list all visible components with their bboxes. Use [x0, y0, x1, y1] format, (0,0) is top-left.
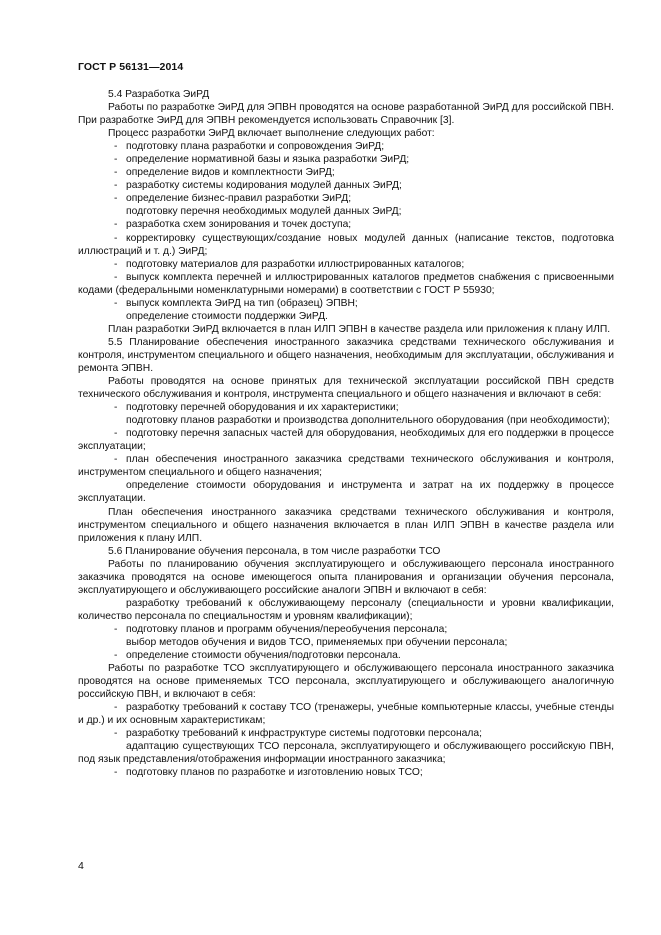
paragraph-text: разработку системы кодирования модулей данных ЭиРД;	[126, 180, 402, 192]
list-item	[78, 597, 614, 623]
list-item	[78, 727, 614, 740]
list-item	[78, 623, 614, 636]
paragraph-text: выпуск комплекта ЭиРД на тип (образец) ЭПВН;	[126, 297, 358, 309]
list-item	[78, 153, 614, 166]
list-item	[78, 297, 614, 310]
paragraph-text: 5.5 Планирование обеспечения иностранного заказчика средствами технического обслуживания и контроля, инструментом специального и общего назначения, необходимым для эксплуатации, обслуживания и ремонта ЭПВН.	[78, 336, 614, 374]
list-marker: -	[114, 702, 118, 714]
paragraph-text: разработку требований к составу ТСО (тренажеры, учебные компьютерные классы, учебные стенды и др.) и их основным характеристикам;	[78, 702, 614, 727]
paragraph-text: Работы по разработке ТСО эксплуатирующего и обслуживающего персонала иностранного заказчика проводятся на основе применяемых ТСО персонала, эксплуатирующего и обслуживающего аналогичную российскую ПВН, и включают в себя:	[78, 663, 614, 701]
list-item	[78, 649, 614, 662]
paragraph	[78, 101, 614, 127]
paragraph-text: Процесс разработки ЭиРД включает выполнение следующих работ:	[108, 128, 435, 140]
paragraph-text: подготовку перечня необходимых модулей данных ЭиРД;	[126, 206, 402, 218]
list-item	[78, 179, 614, 192]
list-item	[78, 258, 614, 271]
paragraph-text: выбор методов обучения и видов ТСО, применяемых при обучении персонала;	[126, 636, 508, 648]
list-item	[78, 166, 614, 179]
paragraph-text: Работы по планированию обучения эксплуатирующего и обслуживающего персонала иностранного заказчика проводятся на основе имеющегося опыта планирования и организации обучения персонала, эксплуатирующего и обслуживающего российские аналоги ЭПВН и включают в себя:	[78, 558, 614, 596]
list-item	[78, 218, 614, 231]
paragraph	[78, 545, 614, 558]
paragraph-text: определение нормативной базы и языка разработки ЭиРД;	[126, 154, 410, 166]
paragraph-text: План обеспечения иностранного заказчика средствами технического обслуживания и контроля, инструментом специального и общего назначения включается в план ИЛП ЭПВН в качестве раздела или приложения к плану ИЛП.	[78, 506, 614, 544]
list-marker: -	[114, 141, 118, 153]
list-marker: -	[114, 454, 118, 466]
list-marker: -	[114, 623, 118, 635]
list-item	[78, 479, 614, 505]
list-marker: -	[114, 193, 118, 205]
list-item	[78, 766, 614, 779]
list-item	[78, 701, 614, 727]
paragraph-text: определение стоимости оборудования и инструмента и затрат на их поддержку в процессе эксплуатации.	[78, 480, 614, 505]
list-marker: -	[114, 232, 118, 244]
list-item	[78, 205, 614, 218]
list-item	[78, 427, 614, 453]
paragraph-text: определение бизнес-правил разработки ЭиРД;	[126, 193, 352, 205]
paragraph	[78, 506, 614, 545]
list-item	[78, 271, 614, 297]
paragraph-text: определение стоимости поддержки ЭиРД.	[126, 310, 328, 322]
paragraph	[78, 88, 614, 101]
list-marker: -	[114, 219, 118, 231]
paragraph-text: 5.4 Разработка ЭиРД	[108, 89, 210, 100]
list-marker: -	[114, 180, 118, 192]
list-marker: -	[114, 728, 118, 740]
paragraph-text: корректировку существующих/создание новых модулей данных (написание текстов, подготовка иллюстраций и т. д.) ЭиРД;	[78, 232, 614, 257]
list-item	[78, 453, 614, 479]
paragraph-text: подготовку перечней оборудования и их характеристики;	[126, 402, 399, 414]
list-marker: -	[114, 650, 118, 662]
list-item	[78, 310, 614, 323]
list-item	[78, 192, 614, 205]
paragraph-text: Работы по разработке ЭиРД для ЭПВН проводятся на основе разработанной ЭиРД для российской ПВН. При разработке ЭиРД для ЭПВН рекомендуется использовать Справочник [3].	[78, 102, 614, 127]
paragraph-text: 5.6 Планирование обучения персонала, в том числе разработки ТСО	[108, 545, 441, 557]
paragraph-text: адаптацию существующих ТСО персонала, эксплуатирующего и обслуживающего российскую ПВН, под язык представления/отображения информации иностранного заказчика;	[78, 741, 614, 766]
list-marker: -	[114, 271, 118, 283]
list-item	[78, 401, 614, 414]
paragraph-text: Работы проводятся на основе принятых для технической эксплуатации российской ПВН средств технического обслуживания и контроля, инструмента специального и общего назначения и включают в себя:	[78, 376, 614, 401]
paragraph-text: выпуск комплекта перечней и иллюстрированных каталогов предметов снабжения с присвоенными кодами (федеральными номенклатурными номерами) в соответствии с ГОСТ Р 55930;	[78, 271, 614, 296]
list-item	[78, 140, 614, 153]
page-number: 4	[78, 860, 84, 872]
list-marker: -	[114, 428, 118, 440]
paragraph-text: План разработки ЭиРД включается в план ИЛП ЭПВН в качестве раздела или приложения к плану ИЛП.	[108, 323, 611, 335]
paragraph-text: план обеспечения иностранного заказчика средствами технического обслуживания и контроля, инструментом специального и общего назначения;	[78, 454, 614, 479]
list-marker: -	[114, 767, 118, 779]
paragraph-text: подготовку перечня запасных частей для оборудования, необходимых для его поддержки в процессе эксплуатации;	[78, 428, 614, 453]
paragraph	[78, 127, 614, 140]
paragraph-text: разработку требований к инфраструктуре системы подготовки персонала;	[126, 728, 482, 740]
list-marker: -	[114, 154, 118, 166]
paragraph-text: подготовку материалов для разработки иллюстрированных каталогов;	[126, 258, 465, 270]
paragraph-text: подготовку планов и программ обучения/переобучения персонала;	[126, 623, 448, 635]
paragraph-text: подготовку плана разработки и сопровождения ЭиРД;	[126, 141, 385, 153]
paragraph	[78, 375, 614, 401]
list-marker: -	[114, 297, 118, 309]
document-body	[78, 88, 614, 779]
list-item	[78, 636, 614, 649]
paragraph-text: подготовку планов по разработке и изготовлению новых ТСО;	[126, 767, 423, 779]
list-item	[78, 414, 614, 427]
list-marker: -	[114, 402, 118, 414]
paragraph	[78, 323, 614, 336]
document-header: ГОСТ Р 56131—2014	[78, 61, 184, 73]
paragraph-text: подготовку планов разработки и производства дополнительного оборудования (при необходимости);	[126, 415, 610, 427]
list-marker: -	[114, 167, 118, 179]
paragraph-text: разработку требований к обслуживающему персоналу (специальности и уровни квалификации, количество персонала по специальностям и уровням квалификации);	[78, 597, 614, 622]
list-marker: -	[114, 258, 118, 270]
list-item	[78, 232, 614, 258]
list-item	[78, 740, 614, 766]
paragraph	[78, 336, 614, 375]
paragraph-text: определение стоимости обучения/подготовки персонала.	[126, 650, 401, 662]
paragraph-text: определение видов и комплектности ЭиРД;	[126, 167, 335, 179]
paragraph-text: разработка схем зонирования и точек доступа;	[126, 219, 352, 231]
paragraph	[78, 662, 614, 701]
paragraph	[78, 558, 614, 597]
